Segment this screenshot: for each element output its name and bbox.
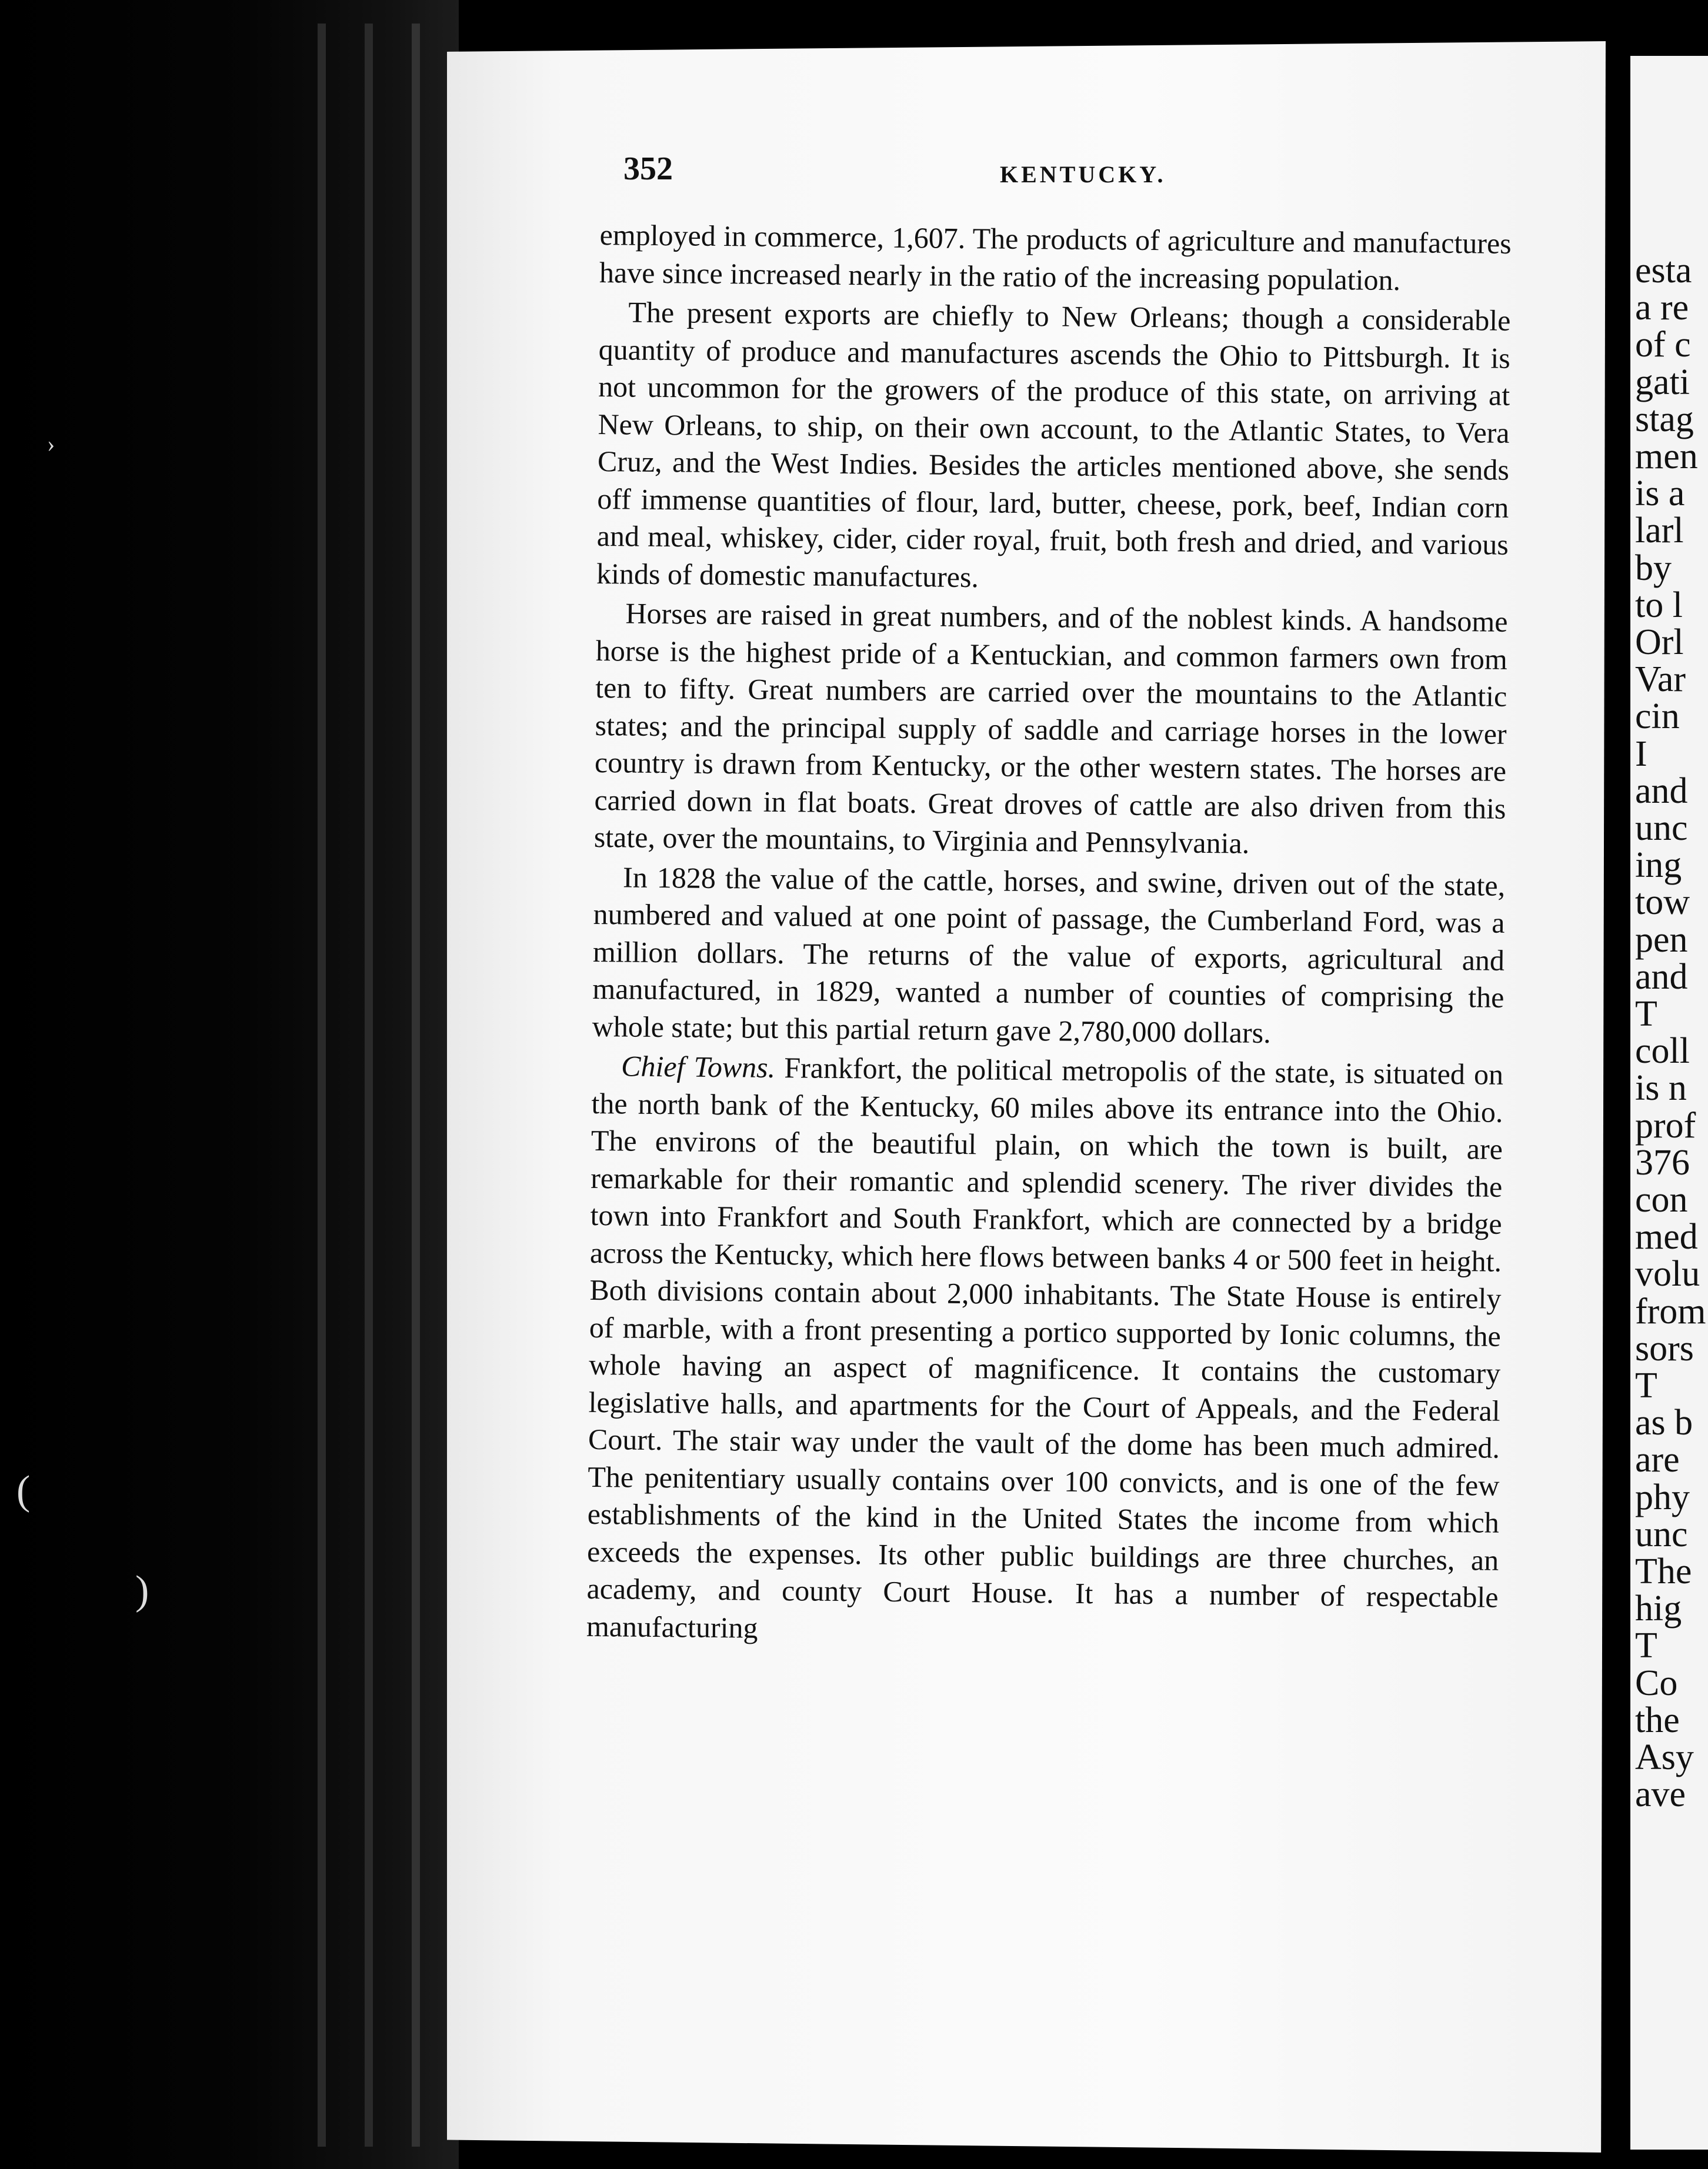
paragraph-chief-towns: Chief Towns. Frankfort, the political metropolis of the state, is situated on the north bank of the Kentucky, 60 miles above its entrance into the Ohio. The environs of the beautiful plain, on which the town is built, are remarkable for their romantic and splendid scenery. The river divides the town into Frankfort and South Frankfort, which are connected by a bridge across the Kentucky, which here flows between banks 4 or 500 feet in height. Both divisions contain about 2,000 inhabitants. The State House is entirely of marble, with a front presenting a portico supported by Ionic columns, the whole having an aspect of magnificence. It contains the customary legislative halls, and apartments for the Court of Appeals, and the Federal Court. The stair way under the vault of the dome has been much admired. The penitentiary usually contains over 100 convicts, and is one of the few establishments of the kind in the United States the income from which exceeds the expenses. Its other public buildings are three churches, an academy, and county Court House. It has a number of respectable manufacturing bbox=[586, 1049, 1504, 1644]
facing-page-fragment: and bbox=[1635, 770, 1688, 811]
facing-page-fragment: coll bbox=[1635, 1031, 1690, 1072]
section-lead: Chief Towns. bbox=[621, 1049, 776, 1084]
facing-page-fragment: stag bbox=[1635, 399, 1694, 439]
facing-page-fragment: a re bbox=[1635, 288, 1689, 328]
facing-page-fragment: T bbox=[1635, 1626, 1657, 1666]
paragraph: In 1828 the value of the cattle, horses, and swine, driven out of the state, numbered and valued at one point of passage, the Cumberland Ford, was a million dollars. The returns of the value of exports, agricultural and manufactured, in 1829, wanted a number of counties of comprising the whole state; but this partial return gave 2,780,000 dollars. bbox=[592, 860, 1506, 1049]
facing-page-fragment: as b bbox=[1635, 1403, 1693, 1443]
paragraph: Horses are raised in great numbers, and of the noblest kinds. A handsome horse is the highest pride of a Kentuckian, and common farmers own from ten to fifty. Great numbers are carried over the mountains to the Atlantic states; and the principal supply of saddle and carriage horses in the lower country is drawn from Kentucky, or the other western states. The horses are carried down in flat boats. Great droves of cattle are also driven from this state, over the mountains, to Virginia and Pennsylvania. bbox=[593, 596, 1508, 860]
facing-page-fragment: of c bbox=[1635, 325, 1691, 365]
facing-page-fragment: to l bbox=[1635, 585, 1683, 625]
facing-page-fragment: is a bbox=[1635, 473, 1685, 514]
facing-page-fragment: the bbox=[1635, 1700, 1680, 1740]
facing-page-fragment: pen bbox=[1635, 919, 1688, 960]
binding-edge-line bbox=[412, 24, 420, 2147]
dust-speck: › bbox=[47, 431, 55, 457]
facing-page-fragment: gati bbox=[1635, 362, 1690, 402]
facing-page-fragment: med bbox=[1635, 1217, 1698, 1257]
facing-page-fragment: I bbox=[1635, 733, 1647, 774]
facing-page-fragment: T bbox=[1635, 1366, 1657, 1406]
facing-page-fragment: by bbox=[1635, 548, 1672, 588]
facing-page-fragment: Orl bbox=[1635, 622, 1684, 662]
page-header bbox=[623, 150, 1517, 203]
dust-speck: ) bbox=[135, 1568, 149, 1613]
scanner-background bbox=[0, 0, 459, 2169]
facing-page-fragment: ing bbox=[1635, 845, 1682, 886]
facing-page-fragment: cin bbox=[1635, 696, 1680, 737]
body-text bbox=[586, 216, 1512, 1654]
facing-page-fragment: hig bbox=[1635, 1589, 1682, 1629]
facing-page-fragment: phy bbox=[1635, 1477, 1690, 1517]
facing-page-fragment: ave bbox=[1635, 1774, 1686, 1815]
facing-page-fragment: esta bbox=[1635, 251, 1692, 291]
running-head: KENTUCKY. bbox=[1000, 161, 1166, 188]
facing-page-fragment: unc bbox=[1635, 808, 1688, 848]
facing-page-fragment: men bbox=[1635, 436, 1698, 476]
facing-page-fragment: and bbox=[1635, 956, 1688, 997]
facing-page-fragment: are bbox=[1635, 1440, 1680, 1480]
facing-page-fragment: con bbox=[1635, 1180, 1688, 1220]
facing-page-fragment: from bbox=[1635, 1291, 1706, 1332]
facing-page-edge bbox=[1630, 56, 1708, 2150]
facing-page-fragment: tow bbox=[1635, 882, 1690, 923]
paragraph: employed in commerce, 1,607. The products of agriculture and manufactures have since increased nearly in the ratio of the increasing population. bbox=[599, 218, 1512, 296]
binding-edge-line bbox=[365, 24, 373, 2147]
facing-page-fragment: The bbox=[1635, 1551, 1692, 1591]
facing-page-fragment: Co bbox=[1635, 1663, 1678, 1703]
facing-page-fragment: Asy bbox=[1635, 1737, 1694, 1777]
facing-page-fragment: is n bbox=[1635, 1068, 1687, 1109]
facing-page-fragment: larl bbox=[1635, 510, 1684, 551]
facing-page-fragment: unc bbox=[1635, 1514, 1688, 1554]
facing-page-fragment: 376 bbox=[1635, 1142, 1690, 1183]
page-number: 352 bbox=[623, 151, 673, 187]
facing-page-fragment: T bbox=[1635, 994, 1657, 1034]
facing-page-fragment: prof bbox=[1635, 1105, 1696, 1146]
paragraph: The present exports are chiefly to New Orleans; though a considerable quantity of produce and manufactures ascends the Ohio to Pittsburgh. It is not uncommon for the growers of the produce of this state, on arriving at New Orleans, to ship, on their own account, to the Atlantic States, to Vera Cruz, and the West Indies. Besides the articles mentioned above, she sends off immense quantities of flour, lard, butter, cheese, pork, beef, Indian corn and meal, whiskey, cider, cider royal, fruit, both fresh and dried, and various kinds of domestic manufactures. bbox=[596, 295, 1511, 593]
page-gutter bbox=[1606, 0, 1630, 2169]
binding-edge-line bbox=[318, 24, 326, 2147]
dust-speck: ( bbox=[16, 1468, 31, 1513]
facing-page-fragment: sors bbox=[1635, 1328, 1694, 1369]
facing-page-fragment: Var bbox=[1635, 659, 1686, 700]
facing-page-fragment: volu bbox=[1635, 1254, 1700, 1294]
